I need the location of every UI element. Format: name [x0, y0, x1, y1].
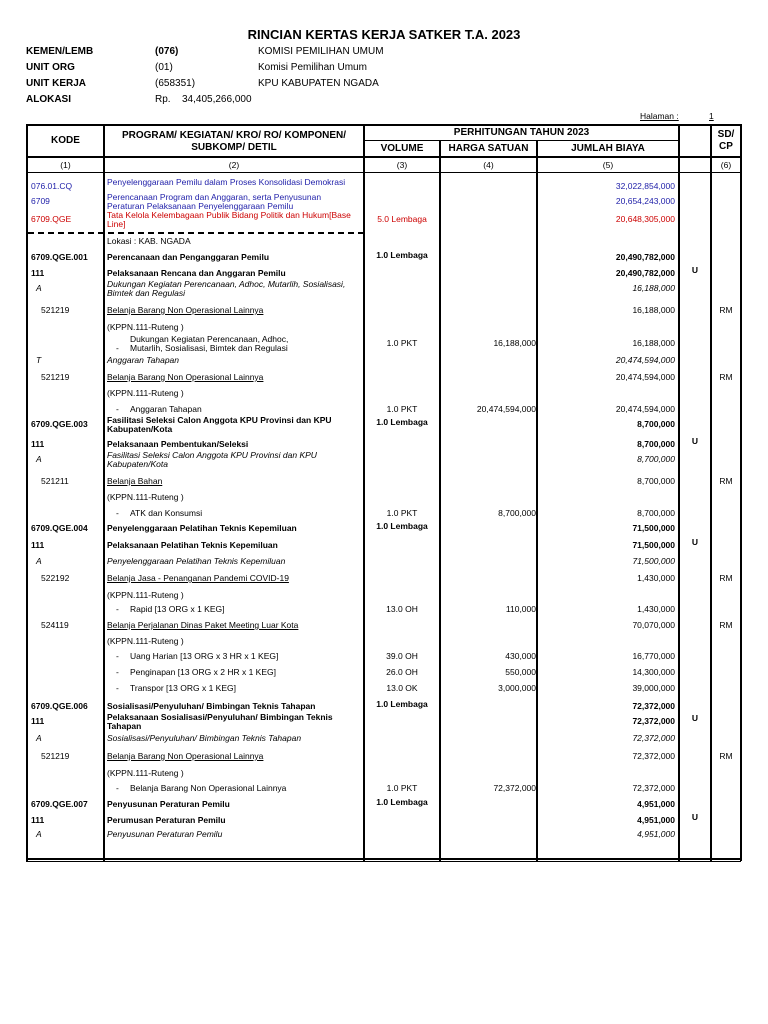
row-description: Pelaksanaan Pembentukan/Seleksi — [107, 439, 249, 449]
row-description: (KPPN.111-Ruteng ) — [107, 388, 184, 398]
row-jumlah-biaya: 1,430,000 — [637, 573, 675, 583]
row-description: Anggaran Tahapan — [107, 355, 180, 365]
col-border-kode — [103, 124, 105, 861]
row-volume: 26.0 OH — [386, 667, 418, 677]
row-description: Dukungan Kegiatan Perencanaan, Adhoc, Mutarlih, Sosialisasi, Bimtek dan Regulasi — [130, 334, 289, 353]
number-row-border — [26, 172, 741, 173]
row-volume: 39.0 OH — [386, 651, 418, 661]
row-kode: A — [36, 556, 42, 566]
colnum-6: (6) — [720, 160, 732, 170]
row-volume: 1.0 Lembaga — [376, 521, 428, 531]
row-description: (KPPN.111-Ruteng ) — [107, 636, 184, 646]
header-volume: VOLUME — [380, 143, 424, 154]
header-jumlah-biaya: JUMLAH BIAYA — [571, 143, 645, 154]
row-sd-cp: RM — [719, 305, 733, 315]
row-description: Penyelenggaraan Pelatihan Teknis Kepemiluan — [107, 523, 297, 533]
info-label-unit-org: UNIT ORG — [26, 62, 75, 73]
col-border-right — [740, 124, 742, 861]
row-sd-cp: U — [691, 812, 699, 822]
colnum-5: (5) — [602, 160, 614, 170]
row-volume: 13.0 OK — [386, 683, 418, 693]
row-description: Belanja Barang Non Operasional Lainnya — [130, 783, 287, 793]
row-jumlah-biaya: 4,951,000 — [637, 829, 675, 839]
row-description: Sosialisasi/Penyuluhan/ Bimbingan Teknis Tahapan — [107, 733, 302, 743]
row-kode: 111 — [31, 716, 45, 726]
row-kode: T — [36, 355, 42, 365]
row-jumlah-biaya: 20,654,243,000 — [615, 196, 675, 206]
row-description: Penginapan [13 ORG x 2 HR x 1 KEG] — [130, 667, 276, 677]
halaman-number: 1 — [709, 111, 714, 121]
header-cp: CP — [719, 141, 733, 152]
row-description: Perencanaan dan Penganggaran Pemilu — [107, 252, 270, 262]
info-code-unit-org: (01) — [155, 62, 173, 73]
row-description: Belanja Barang Non Operasional Lainnya — [107, 372, 264, 382]
col-border-sd — [710, 124, 712, 861]
row-jumlah-biaya: 20,474,594,000 — [615, 404, 675, 414]
row-description: Perumusan Peraturan Pemilu — [107, 815, 226, 825]
row-description: Pelaksanaan Pelatihan Teknis Kepemiluan — [107, 540, 278, 550]
row-volume: 1.0 PKT — [386, 508, 418, 518]
row-kode: 6709.QGE.007 — [31, 799, 88, 809]
header-bottom-border — [26, 156, 741, 158]
table-top-border — [26, 124, 741, 126]
row-jumlah-biaya: 72,372,000 — [632, 783, 675, 793]
row-volume: 1.0 PKT — [386, 783, 418, 793]
row-description: Tata Kelola Kelembagaan Publik Bidang Politik dan Hukum[Base Line] — [107, 210, 351, 229]
row-jumlah-biaya: 8,700,000 — [637, 419, 675, 429]
colnum-4: (4) — [483, 160, 494, 170]
row-kode: 6709.QGE — [31, 214, 72, 224]
row-volume: 1.0 Lembaga — [376, 699, 428, 709]
row-harga-satuan: 3,000,000 — [498, 683, 536, 693]
row-sd-cp: RM — [719, 751, 733, 761]
header-perhitungan: PERHITUNGAN TAHUN 2023 — [453, 127, 590, 138]
row-jumlah-biaya: 72,372,000 — [632, 751, 675, 761]
info-name-unit-org: Komisi Pemilihan Umum — [258, 62, 367, 73]
row-volume: 1.0 Lembaga — [376, 250, 428, 260]
info-code-kemen: (076) — [155, 46, 179, 57]
row-description: Fasilitasi Seleksi Calon Anggota KPU Provinsi dan KPU Kabupaten/Kota — [107, 450, 317, 469]
row-description: (KPPN.111-Ruteng ) — [107, 590, 184, 600]
row-harga-satuan: 8,700,000 — [498, 508, 536, 518]
detail-dash: - — [116, 508, 119, 518]
row-description: Belanja Bahan — [107, 476, 163, 486]
row-jumlah-biaya: 20,490,782,000 — [615, 268, 675, 278]
col-border-jumlah — [678, 124, 680, 861]
row-sd-cp: U — [691, 537, 699, 547]
header-program-1: PROGRAM/ KEGIATAN/ KRO/ RO/ KOMPONEN/ — [121, 130, 347, 141]
table-bottom-border — [26, 858, 741, 860]
detail-dash: - — [116, 404, 119, 414]
header-divider — [363, 140, 678, 141]
row-kode: 521219 — [41, 372, 70, 382]
row-jumlah-biaya: 8,700,000 — [637, 476, 675, 486]
row-jumlah-biaya: 16,188,000 — [632, 283, 675, 293]
row-description: Pelaksanaan Sosialisasi/Penyuluhan/ Bimbingan Teknis Tahapan — [107, 712, 333, 731]
colnum-1: (1) — [60, 160, 71, 170]
row-description: (KPPN.111-Ruteng ) — [107, 322, 184, 332]
row-jumlah-biaya: 14,300,000 — [632, 667, 675, 677]
detail-dash: - — [116, 667, 119, 677]
row-kode: 6709.QGE.003 — [31, 419, 88, 429]
halaman-label: Halaman : — [640, 111, 679, 121]
row-sd-cp: U — [691, 436, 699, 446]
row-kode: 111 — [31, 815, 45, 825]
row-kode: A — [36, 283, 42, 293]
alokasi-value: 34,405,266,000 — [182, 94, 252, 105]
row-kode: 521211 — [41, 476, 69, 486]
section-dashed-line — [28, 232, 364, 234]
row-volume: 13.0 OH — [386, 604, 418, 614]
row-harga-satuan: 550,000 — [505, 667, 536, 677]
col-border-program — [363, 124, 365, 861]
row-kode: 111 — [31, 540, 45, 550]
colnum-3: (3) — [396, 160, 408, 170]
row-description: Belanja Perjalanan Dinas Paket Meeting Luar Kota — [107, 620, 299, 630]
row-sd-cp: RM — [719, 620, 733, 630]
header-harga-satuan: HARGA SATUAN — [448, 143, 529, 154]
row-kode: 076.01.CQ — [31, 181, 73, 191]
alokasi-label: ALOKASI — [26, 94, 71, 105]
row-jumlah-biaya: 70,070,000 — [632, 620, 675, 630]
row-kode: 111 — [31, 439, 45, 449]
detail-dash: - — [116, 343, 119, 353]
row-kode: 6709 — [31, 196, 50, 206]
row-jumlah-biaya: 16,188,000 — [632, 338, 675, 348]
colnum-2: (2) — [228, 160, 240, 170]
row-sd-cp: RM — [719, 476, 733, 486]
row-kode: A — [36, 454, 42, 464]
row-description: Lokasi : KAB. NGADA — [107, 236, 191, 246]
row-description: Belanja Barang Non Operasional Lainnya — [107, 751, 264, 761]
row-description: Fasilitasi Seleksi Calon Anggota KPU Provinsi dan KPU Kabupaten/Kota — [107, 415, 332, 434]
row-kode: 6709.QGE.004 — [31, 523, 88, 533]
row-description: Penyelenggaraan Pemilu dalam Proses Konsolidasi Demokrasi — [107, 177, 346, 187]
row-volume: 1.0 Lembaga — [376, 417, 428, 427]
info-code-unit-kerja: (658351) — [155, 78, 196, 89]
row-jumlah-biaya: 1,430,000 — [637, 604, 675, 614]
detail-dash: - — [116, 651, 119, 661]
row-description: Perencanaan Program dan Anggaran, serta Penyusunan Peraturan Pelaksanaan Penyelenggaraan Pemilu — [107, 192, 322, 211]
row-description: Penyusunan Peraturan Pemilu — [107, 799, 230, 809]
row-volume: 1.0 PKT — [386, 404, 418, 414]
row-description: Belanja Barang Non Operasional Lainnya — [107, 305, 264, 315]
row-harga-satuan: 110,000 — [505, 604, 536, 614]
info-name-kemen: KOMISI PEMILIHAN UMUM — [258, 46, 384, 57]
row-kode: 524119 — [41, 620, 69, 630]
header-program-2: SUBKOMP/ DETIL — [191, 142, 277, 153]
row-description: Sosialisasi/Penyuluhan/ Bimbingan Teknis Tahapan — [107, 701, 316, 711]
row-description: Penyusunan Peraturan Pemilu — [107, 829, 223, 839]
row-jumlah-biaya: 32,022,854,000 — [615, 181, 675, 191]
row-description: (KPPN.111-Ruteng ) — [107, 768, 184, 778]
row-kode: 522192 — [41, 573, 70, 583]
col-border-volume — [439, 140, 441, 861]
row-kode: A — [36, 829, 42, 839]
row-harga-satuan: 20,474,594,000 — [476, 404, 536, 414]
row-jumlah-biaya: 8,700,000 — [637, 439, 675, 449]
row-jumlah-biaya: 39,000,000 — [632, 683, 675, 693]
row-jumlah-biaya: 20,490,782,000 — [615, 252, 675, 262]
row-kode: 521219 — [41, 751, 70, 761]
row-description: Dukungan Kegiatan Perencanaan, Adhoc, Mutarlih, Sosialisasi, Bimtek dan Regulasi — [107, 279, 346, 298]
row-jumlah-biaya: 16,770,000 — [632, 651, 675, 661]
row-jumlah-biaya: 8,700,000 — [637, 454, 675, 464]
row-jumlah-biaya: 71,500,000 — [632, 556, 675, 566]
row-harga-satuan: 72,372,000 — [493, 783, 536, 793]
document-title: RINCIAN KERTAS KERJA SATKER T.A. 2023 — [247, 27, 521, 42]
table-bottom-border-2 — [26, 861, 741, 862]
row-kode: 521219 — [41, 305, 70, 315]
row-jumlah-biaya: 72,372,000 — [632, 716, 675, 726]
row-jumlah-biaya: 72,372,000 — [632, 733, 675, 743]
info-label-kemen: KEMEN/LEMB — [26, 46, 94, 57]
detail-dash: - — [116, 604, 119, 614]
row-sd-cp: RM — [719, 372, 733, 382]
header-sd: SD/ — [717, 129, 735, 140]
row-kode: 6709.QGE.006 — [31, 701, 88, 711]
row-sd-cp: RM — [719, 573, 733, 583]
row-description: Anggaran Tahapan — [130, 404, 202, 414]
info-label-unit-kerja: UNIT KERJA — [26, 78, 87, 89]
row-sd-cp: U — [691, 713, 699, 723]
row-jumlah-biaya: 71,500,000 — [632, 540, 675, 550]
row-kode: A — [36, 733, 42, 743]
row-description: Rapid [13 ORG x 1 KEG] — [130, 604, 225, 614]
row-volume: 5.0 Lembaga — [377, 214, 427, 224]
row-jumlah-biaya: 20,474,594,000 — [615, 372, 675, 382]
col-border-left — [26, 124, 28, 861]
info-name-unit-kerja: KPU KABUPATEN NGADA — [258, 78, 379, 89]
row-jumlah-biaya: 20,648,305,000 — [615, 214, 675, 224]
row-jumlah-biaya: 16,188,000 — [632, 305, 675, 315]
detail-dash: - — [116, 783, 119, 793]
row-volume: 1.0 PKT — [386, 338, 418, 348]
row-harga-satuan: 16,188,000 — [493, 338, 536, 348]
row-description: Belanja Jasa - Penanganan Pandemi COVID-19 — [107, 573, 289, 583]
row-jumlah-biaya: 8,700,000 — [637, 508, 675, 518]
row-jumlah-biaya: 4,951,000 — [637, 799, 675, 809]
row-jumlah-biaya: 72,372,000 — [632, 701, 675, 711]
row-jumlah-biaya: 71,500,000 — [632, 523, 675, 533]
row-description: (KPPN.111-Ruteng ) — [107, 492, 184, 502]
row-harga-satuan: 430,000 — [505, 651, 536, 661]
row-description: Penyelenggaraan Pelatihan Teknis Kepemiluan — [107, 556, 286, 566]
detail-dash: - — [116, 683, 119, 693]
header-kode: KODE — [51, 135, 80, 146]
row-kode: 111 — [31, 268, 45, 278]
row-description: Pelaksanaan Rencana dan Anggaran Pemilu — [107, 268, 286, 278]
alokasi-rp: Rp. — [155, 94, 171, 105]
row-jumlah-biaya: 4,951,000 — [637, 815, 675, 825]
row-description: ATK dan Konsumsi — [130, 508, 203, 518]
row-description: Uang Harian [13 ORG x 3 HR x 1 KEG] — [130, 651, 279, 661]
row-sd-cp: U — [691, 265, 699, 275]
row-description: Transpor [13 ORG x 1 KEG] — [130, 683, 236, 693]
row-volume: 1.0 Lembaga — [376, 797, 428, 807]
row-kode: 6709.QGE.001 — [31, 252, 88, 262]
row-jumlah-biaya: 20,474,594,000 — [615, 355, 675, 365]
